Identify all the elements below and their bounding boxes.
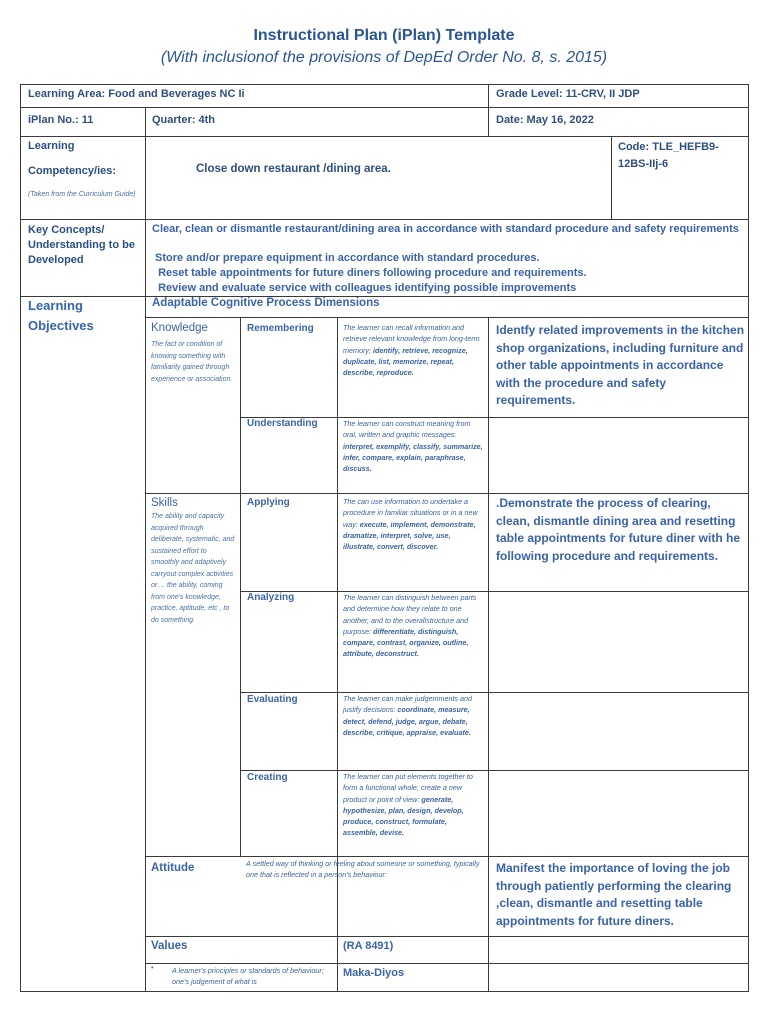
document-title: Instructional Plan (iPlan) Template: [253, 27, 515, 44]
creating-verbs: generate, hypothesize, plan, design, develop, produce, construct, formulate, assemble, devise.: [343, 794, 464, 838]
remembering-description: The learner can recall information and retrieve relevant knowledge from long-term memory; identify, retrieve, recognize, duplicate, list, memorize, repeat, describe, reproduce.: [343, 323, 480, 378]
understanding-description: The learner can construct meaning from oral, written and graphic messages: interpret, exemplify, classify, summarize, infer, compare, explain, paraphrase, discuss.: [343, 419, 483, 474]
knowledge-description: The fact or condition of knowing something with familiarity gained through experience or association.: [151, 341, 233, 383]
row-divider: [145, 936, 749, 937]
competency-source-note: (Taken from the Curriculum Guide): [28, 191, 136, 198]
values-bullet: •: [151, 965, 154, 972]
attitude-title: Attitude: [151, 862, 195, 874]
col-divider: [611, 136, 612, 219]
row-divider: [20, 296, 749, 297]
objectives-label-line2: Objectives: [28, 318, 94, 333]
row-divider: [145, 493, 749, 494]
analyzing-description: The learner can distinguish between parts and determine how they relate to one another, and to the overallstructure and purpose: differentiate, distinguish, compare, contrast, organize, outline, attribute, deconstruct.: [343, 593, 477, 659]
col-divider: [337, 317, 338, 992]
col-divider: [488, 317, 489, 992]
understanding-label: Understanding: [247, 418, 318, 429]
objectives-label-line1: Learning: [28, 298, 83, 313]
row-divider: [240, 591, 749, 592]
learning-area: Learning Area: Food and Beverages NC Ii: [28, 88, 245, 100]
skills-description: The ability and capacity acquired through deliberate, systematic, and sustained effort to smoothly and adaptively carryout complex activities or ... the ability, coming from one's knowledge, practice, aptitude, etc , to do something.: [151, 513, 235, 624]
col-divider: [488, 84, 489, 136]
date: Date: May 16, 2022: [496, 114, 594, 126]
key-concept-line: Clear, clean or dismantle restaurant/dining area in accordance with standard procedure and safety requirements: [152, 223, 739, 235]
quarter: Quarter: 4th: [152, 114, 215, 126]
knowledge-title: Knowledge: [151, 322, 208, 334]
iplan-number: iPlan No.: 11: [28, 114, 94, 126]
evaluating-label: Evaluating: [247, 694, 298, 705]
evaluating-description: The learner can make judgemments and justify decisions: coordinate, measure, detect, defend, judge, argue, debate, describe, critique, appraise, evaluate.: [343, 694, 473, 737]
values-law: (RA 8491): [343, 940, 394, 952]
row-divider: [145, 317, 749, 318]
competency-text: Close down restaurant /dining area.: [196, 163, 391, 175]
analyzing-label: Analyzing: [247, 592, 295, 603]
process-dimensions-heading: Adaptable Cognitive Process Dimensions: [152, 297, 380, 309]
creating-label: Creating: [247, 772, 288, 783]
row-divider: [20, 219, 749, 220]
applying-verbs: execute, implement, demonstrate, dramatize, interpret, solve, use, illustrate, convert, discover.: [343, 519, 476, 552]
values-title: Values: [151, 940, 188, 952]
remembering-objective: Identfy related improvements in the kitchen shop organizations, including furniture and other table appointments in accordance with the procedure and safety requirements.: [496, 323, 745, 407]
applying-objective: .Demonstrate the process of clearing, clean, dismantle dining area and resetting table appointments for future diner with he following procedure and requirements.: [496, 496, 741, 563]
row-divider: [20, 107, 749, 108]
col-divider: [145, 107, 146, 992]
evaluating-verbs: coordinate, measure, detect, defend, judge, argue, debate, describe, critique, appraise, evaluate.: [343, 705, 471, 737]
key-concept-line: Reset table appointments for future diners following procedure and requirements.: [152, 267, 587, 279]
key-concepts-label: Key Concepts/ Understanding to be Developed: [28, 224, 135, 266]
understanding-verbs: interpret, exemplify, classify, summarize, infer, compare, explain, paraphrase, discuss.: [343, 441, 483, 474]
row-divider: [240, 692, 749, 693]
competency-code: Code: TLE_HEFB9-12BS-IIj-6: [618, 141, 719, 170]
row-divider: [145, 963, 749, 964]
attitude-description: A settled way of thinking or feeling about someone or something, typically one that is reflected in a person's behaviour:: [246, 859, 480, 880]
row-divider: [145, 856, 749, 857]
key-concept-line: Review and evaluate service with colleagues identifying possible improvements: [152, 282, 577, 294]
remembering-label: Remembering: [247, 323, 314, 334]
analyzing-verbs: differentiate, distinguish, compare, contrast, organize, outline, attribute, deconstruct.: [343, 626, 469, 659]
key-concept-line: Store and/or prepare equipment in accordance with standard procedures.: [152, 252, 540, 264]
attitude-objective: Manifest the importance of loving the job through patiently performing the clearing ,clean, dismantle and resetting table appointments for future diners.: [496, 861, 732, 928]
remembering-verbs: identify, retrieve, recognize, duplicate, list, memorize, repeat, describe, reproduce.: [343, 345, 468, 378]
grade-level: Grade Level: 11-CRV, II JDP: [496, 88, 640, 100]
row-divider: [20, 136, 749, 137]
row-divider: [240, 770, 749, 771]
applying-label: Applying: [247, 497, 290, 508]
competency-label-line1: Learning: [28, 140, 75, 152]
values-description: A learner's principles or standards of behaviour; one's judgement of what is: [172, 966, 324, 987]
applying-description: The can use information to undertake a procedure in familiar situations or in a new way: execute, implement, demonstrate, dramatize, interpret, solve, use, illustrate, convert, discover.: [343, 497, 478, 552]
col-divider: [240, 317, 241, 856]
competency-label-line2: Competency/ies:: [28, 165, 117, 177]
values-value: Maka-Diyos: [343, 967, 405, 979]
skills-title: Skills: [151, 497, 178, 509]
document-subtitle: (With inclusionof the provisions of DepEd Order No. 8, s. 2015): [160, 49, 608, 66]
creating-description: The learner can put elements together to form a functional whole, create a new product or point of view: generate, hypothesize, plan, design, develop, produce, construct, formulate, assemble, devise.: [343, 772, 473, 838]
